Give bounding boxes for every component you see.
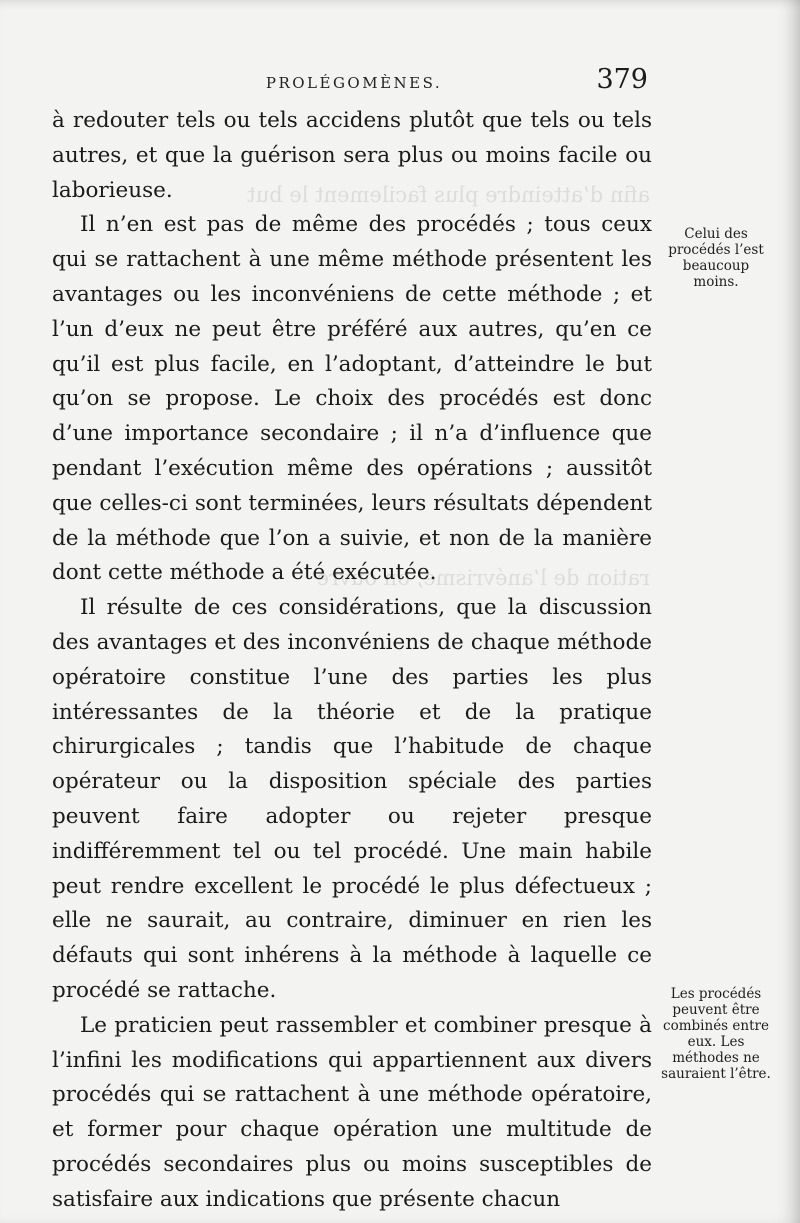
margin-note: Les procédés peuvent être combinés entre eux. Les méthodes ne sauraient l’être. <box>661 986 771 1082</box>
paragraph: Il résulte de ces considérations, que la discussion des avantages et des inconvéniens de chaque méthode opératoire constitue l’une des parties les plus intéressantes de la théorie et de la pratique chirurgicales ; tandis que l’habitude de chaque opérateur ou la disposition spéciale des parties peuvent faire adopter ou rejeter presque indifféremment tel ou tel procédé. Une main habile peut rendre excellent le procédé le plus défectueux ; elle ne saurait, au contraire, diminuer en rien les défauts qui sont inhérens à la méthode à laquelle ce procédé se rattache. <box>52 595 652 1003</box>
paragraph: Il n’en est pas de même des procédés ; tous ceux qui se rattachent à une même méthode présentent les avantages ou les inconvéniens de cette méthode ; et l’un d’eux ne peut être préféré aux autres, qu’en ce qu’il est plus facile, en l’adoptant, d’atteindre le but qu’on se propose. Le choix des procédés est donc d’une importance secondaire ; il n’a d’influence que pendant l’exécution même des opérations ; aussitôt que celles-ci sont terminées, leurs résultats dépendent de la méthode que l’on a suivie, et non de la manière dont cette méthode a été exécutée. <box>52 212 652 586</box>
page-header <box>50 64 658 100</box>
show-through-text: afin d’atteindre plus facilement le but <box>247 183 650 207</box>
running-title: PROLÉGOMÈNES. <box>265 74 443 92</box>
paragraph: à redouter tels ou tels accidens plutôt que tels ou tels autres, et que la guérison sera plus ou moins facile ou laborieuse. <box>52 108 652 203</box>
page-number: 379 <box>596 64 648 95</box>
paragraph: Le praticien peut rassembler et combiner presque à l’infini les modifications qui appartiennent aux divers procédés qui se rattachent à une méthode opératoire, et former pour chaque opération une multitude de procédés secondaires plus ou moins susceptibles de satisfaire aux indications que présente chacun <box>52 1012 652 1212</box>
body-text <box>52 104 652 1218</box>
margin-note: Celui des procédés l’est beaucoup moins. <box>668 226 764 290</box>
show-through-text: ration de l’anévrisme, on ouvre <box>316 566 650 590</box>
